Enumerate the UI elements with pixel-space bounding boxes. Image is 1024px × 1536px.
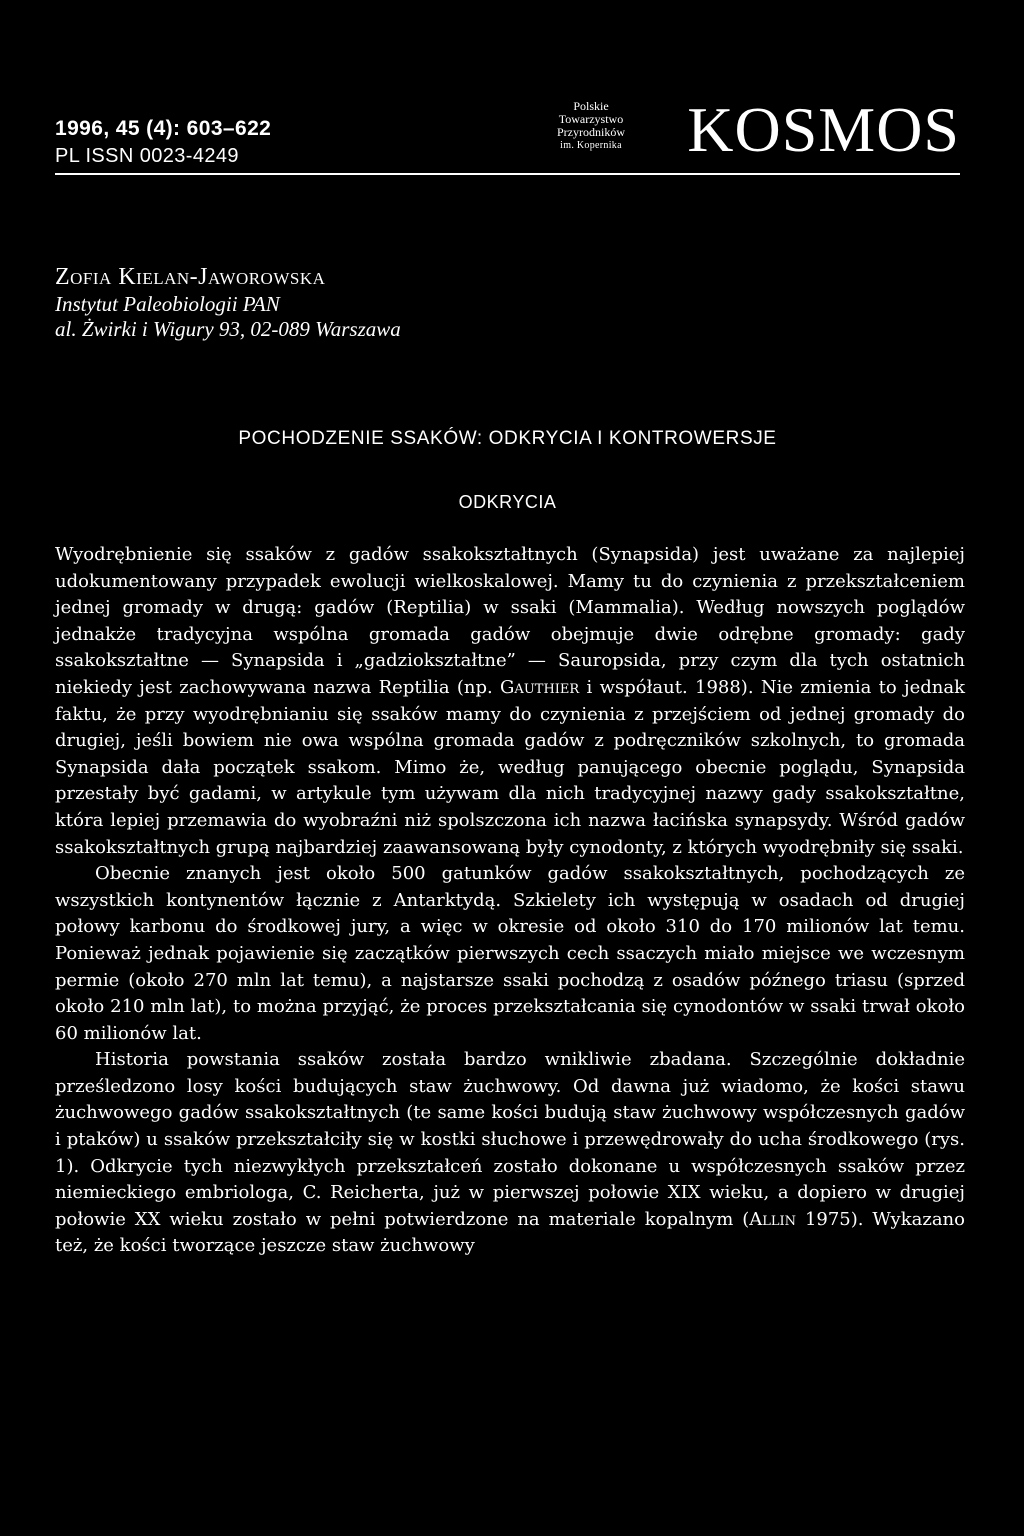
- society-logo: [543, 100, 639, 152]
- author-name: Zofia Kielan-Jaworowska: [55, 264, 326, 290]
- society-line-1: Polskie: [573, 99, 609, 113]
- paragraph-3-text-a: Historia powstania ssaków została bardzo wnikliwie zbadana. Szczególnie dokładnie prześledzono losy kości budujących staw żuchwowy. Od dawna już wiadomo, że kości stawu żuchwowego gadów ssakokształtnych (te same kości budują staw żuchwowy współczesnych gadów i ptaków) u ssaków przekształciły się w kostki słuchowe i przewędrowały do ucha środkowego (rys. 1). Odkrycie tych niezwykłych przekształceń zostało dokonane u współczesnych ssaków przez niemieckiego embriologa, C. Reicherta, już w pierwszej połowie XIX wieku, a dopiero w drugiej połowie XX wieku zostało w pełni potwierdzone na materiale kopalnym (: [55, 1049, 965, 1230]
- issn-line: PL ISSN 0023-4249: [55, 145, 239, 167]
- paragraph-1-text-b: i współaut. 1988). Nie zmienia to jednak faktu, że przy wyodrębnianiu się ssaków mamy do czynienia z przejściem od jednej gromady do drugiej, jeśli bowiem nie owa wspólna gromada gadów z podręczników szkolnych, to gromada Synapsida dała początek ssakom. Mimo że, według panującego obecnie poglądu, Synapsida przestały być gadami, w artykule tym używam dla nich tradycyjnej nazwy gady ssakokształtne, która lepiej przemawia do wyobraźni niż spolszczona ich nazwa łacińska synapsydy. Wśród gadów ssakokształtnych grupą najbardziej zaawansowaną były cynodonty, z których wyodrębniły się ssaki.: [55, 676, 965, 858]
- paragraph-3: [55, 1047, 965, 1260]
- article-body: [55, 542, 965, 1260]
- society-line-3: Przyrodników: [557, 125, 625, 139]
- author-block: [55, 262, 401, 342]
- paragraph-3-text-b: 1975). Wykazano też, że kości tworzące jeszcze staw żuchwowy: [55, 1208, 965, 1257]
- section-heading: ODKRYCIA: [458, 492, 557, 512]
- paragraph-1: [55, 542, 965, 861]
- citation-allin: Allin: [749, 1208, 797, 1230]
- header-rule: [55, 173, 960, 175]
- society-line-2: Towarzystwo: [558, 112, 624, 126]
- article-title: POCHODZENIE SSAKÓW: ODKRYCIA I KONTROWERSJE: [238, 428, 777, 449]
- journal-info: [55, 115, 271, 170]
- citation-gauthier: Gauthier: [500, 676, 580, 698]
- affiliation-line-2: al. Żwirki i Wigury 93, 02-089 Warszawa: [55, 317, 401, 341]
- paragraph-1-text-a: Wyodrębnienie się ssaków z gadów ssakokształtnych (Synapsida) jest uważane za najlepiej udokumentowany przypadek ewolucji wielkoskalowej. Mamy tu do czynienia z przekształceniem jednej gromady w drugą: gadów (Reptilia) w ssaki (Mammalia). Według nowszych poglądów jednakże tradycyjna wspólna gromada gadów obejmuje dwie odrębne gromady: gady ssakokształtne — Synapsida i „gadziokształtne” — Sauropsida, przy czym dla tych ostatnich niekiedy jest zachowywana nazwa Reptilia (np.: [55, 544, 965, 698]
- journal-header: [55, 94, 960, 172]
- affiliation-line-1: Instytut Paleobiologii PAN: [55, 292, 280, 316]
- journal-title: KOSMOS: [687, 94, 960, 165]
- volume-line: 1996, 45 (4): 603–622: [55, 117, 272, 140]
- paragraph-2: Obecnie znanych jest około 500 gatunków gadów ssakokształtnych, pochodzących ze wszystkich kontynentów łącznie z Antarktydą. Szkielety ich występują w osadach od drugiej połowy karbonu do środkowej jury, a więc w okresie od około 310 do 170 milionów lat temu. Ponieważ jednak pojawienie się zaczątków pierwszych cech ssaczych miało miejsce we wczesnym permie (około 270 mln lat temu), a najstarsze ssaki pochodzą z osadów późnego triasu (sprzed około 210 mln lat), to można przyjąć, że proces przekształcania się cynodontów w ssaki trwał około 60 milionów lat.: [55, 863, 965, 1044]
- society-line-4: im. Kopernika: [560, 140, 622, 151]
